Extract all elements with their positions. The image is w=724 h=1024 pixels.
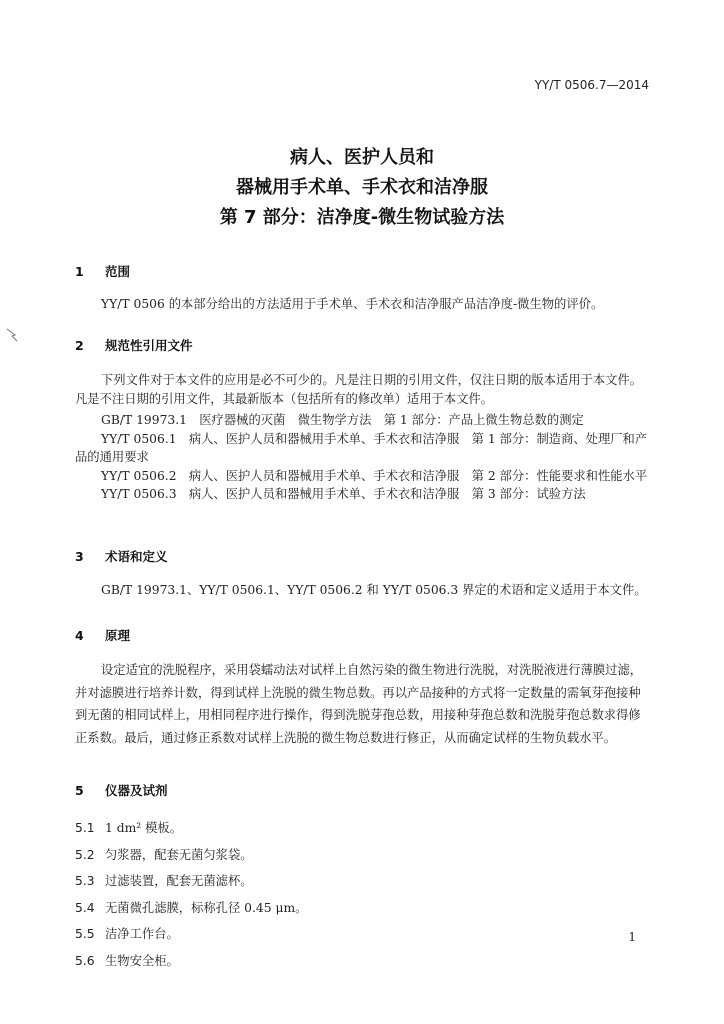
section-4-text: 设定适宜的洗脱程序，采用袋蠕动法对试样上自然污染的微生物进行洗脱，对洗脱液进行薄膜过滤，并对滤膜进行培养计数，得到试样上洗脱的微生物总数。再以产品接种的方式将一定数量的需氧芽孢接种到无菌的相同试样上，用相同程序进行操作，得到洗脱芽孢总数，用接种芽孢总数和洗脱芽孢总数求得修正系数。最后，通过修正系数对试样上洗脱的微生物总数进行修正，从而确定试样的生物负载水平。	[75, 663, 643, 745]
section-4-heading	[75, 626, 130, 644]
document-title	[0, 143, 724, 233]
normative-references-list	[75, 411, 650, 504]
section-number: 5	[75, 783, 84, 798]
section-title: 范围	[105, 264, 131, 279]
reference-item: YY/T 0506.3 病人、医护人员和器械用手术单、手术衣和洁净服 第 3 部分：试验方法	[101, 487, 586, 501]
section-5-heading	[75, 781, 168, 799]
section-3-text: GB/T 19973.1、YY/T 0506.1、YY/T 0506.2 和 YY/T 0506.3 界定的术语和定义适用于本文件。	[101, 583, 647, 597]
list-item: 5.3 过滤装置，配套无菌滤杯。	[75, 874, 253, 888]
list-item: 5.6 生物安全柜。	[75, 953, 179, 968]
section-3-heading	[75, 547, 168, 565]
section-number: 3	[75, 549, 84, 564]
list-item: 5.2 匀浆器，配套无菌匀浆袋。	[75, 847, 253, 862]
reference-item: YY/T 0506.2 病人、医护人员和器械用手术单、手术衣和洁净服 第 2 部分：性能要求和性能水平	[101, 468, 648, 483]
section-1-heading	[75, 262, 130, 280]
section-title: 仪器及试剂	[105, 783, 168, 798]
section-1-text: YY/T 0506 的本部分给出的方法适用于手术单、手术衣和洁净服产品洁净度-微生物的评价。	[101, 297, 604, 311]
section-title: 规范性引用文件	[105, 338, 193, 353]
scan-mark	[6, 328, 18, 342]
list-item: 5.1 1 dm² 模板。	[75, 821, 182, 835]
title-line-1: 病人、医护人员和	[290, 147, 434, 168]
reference-item: YY/T 0506.1 病人、医护人员和器械用手术单、手术衣和洁净服 第 1 部分：制造商、处理厂和产品的通用要求	[75, 431, 648, 464]
section-title: 原理	[105, 628, 131, 643]
list-item: 5.4 无菌微孔滤膜，标称孔径 0.45 μm。	[75, 900, 308, 915]
title-line-3: 第 7 部分：洁净度-微生物试验方法	[219, 207, 505, 228]
section-number: 2	[75, 338, 84, 353]
section-2-intro: 下列文件对于本文件的应用是必不可少的。凡是注日期的引用文件，仅注日期的版本适用于本文件。凡是不注日期的引用文件，其最新版本（包括所有的修改单）适用于本文件。	[75, 373, 643, 406]
section-title: 术语和定义	[105, 549, 168, 564]
section-number: 4	[75, 628, 84, 643]
standard-code: YY/T 0506.7—2014	[534, 78, 649, 92]
title-line-2: 器械用手术单、手术衣和洁净服	[236, 177, 488, 198]
page-number: 1	[628, 930, 636, 944]
section-2-heading	[75, 336, 193, 354]
list-item: 5.5 洁净工作台。	[75, 927, 179, 941]
equipment-list	[75, 815, 307, 974]
reference-item: GB/T 19973.1 医疗器械的灭菌 微生物学方法 第 1 部分：产品上微生物总数的测定	[101, 413, 584, 427]
section-number: 1	[75, 264, 84, 279]
